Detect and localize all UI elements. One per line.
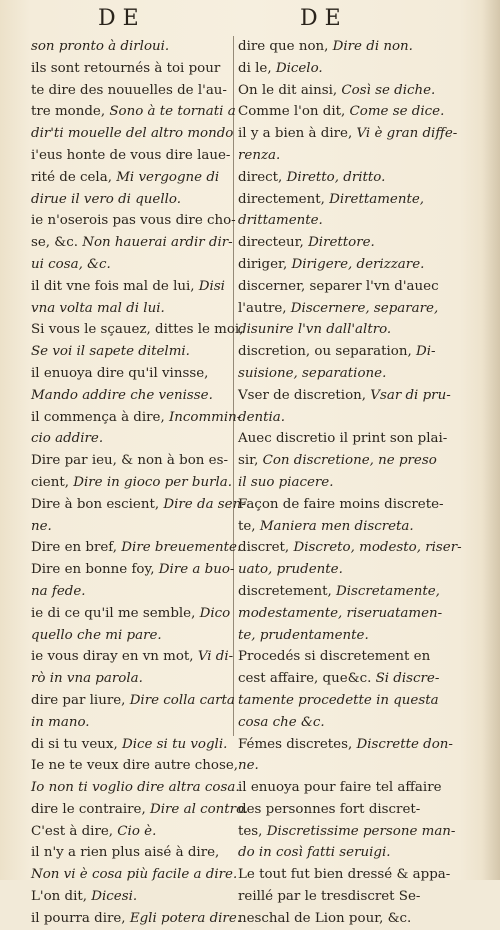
french-text: rité de cela,	[31, 169, 117, 185]
french-text: Procedés si discretement en	[238, 649, 431, 665]
french-text: Vser de discretion,	[238, 387, 371, 403]
text-line	[31, 363, 231, 385]
french-text: il dit vne fois mal de lui,	[31, 278, 199, 294]
italian-gloss: suisione, separatione.	[238, 365, 387, 381]
text-line	[31, 646, 234, 668]
text-line	[238, 341, 438, 363]
text-line	[31, 777, 240, 799]
french-text: di si tu veux,	[31, 736, 122, 752]
italian-gloss: cosa che &c.	[238, 714, 325, 730]
french-text: ie n'oserois pas vous dire cho-	[31, 213, 236, 229]
running-head-right: DE	[300, 6, 348, 31]
text-line	[238, 450, 438, 472]
french-text: On le dit ainsi,	[238, 82, 342, 98]
text-line	[238, 559, 438, 581]
italian-gloss: Dirigere, derizzare.	[291, 256, 425, 272]
text-line	[31, 799, 249, 821]
italian-gloss: Discrette don-	[356, 736, 453, 752]
french-text: il pourra dire,	[31, 910, 130, 926]
french-text: cest affaire, que&c.	[238, 671, 376, 687]
text-line	[238, 886, 438, 908]
italian-gloss: renza.	[238, 147, 281, 163]
text-line	[31, 319, 244, 341]
italian-gloss: Con discretione, ne preso	[262, 453, 437, 469]
text-line	[31, 80, 231, 102]
text-line	[238, 755, 438, 777]
text-line	[31, 821, 231, 843]
text-line	[31, 101, 236, 123]
italian-gloss: Dire colla carta	[129, 692, 235, 708]
french-text: te dire des nouuelles de l'au-	[31, 82, 227, 98]
text-line	[31, 625, 231, 647]
text-line	[31, 864, 238, 886]
text-line	[238, 690, 438, 712]
italian-gloss: Così se diche.	[341, 82, 436, 98]
italian-gloss: Discretissime persone man-	[266, 823, 456, 839]
text-line	[31, 58, 231, 80]
italian-gloss: Mi vergogne di	[116, 169, 220, 185]
french-text: il commença à dire,	[31, 409, 169, 425]
text-line	[31, 341, 231, 363]
italian-gloss: dir'ti mouelle del altro mondo	[31, 126, 234, 142]
text-line	[238, 210, 438, 232]
french-text: C'est à dire,	[31, 823, 118, 839]
french-text: dire le contraire,	[31, 801, 150, 817]
italian-gloss: te, prudentamente.	[238, 627, 369, 643]
italian-gloss: Discernere, separare,	[290, 300, 439, 316]
text-line	[31, 123, 234, 145]
right-column	[238, 36, 462, 930]
italian-gloss: Discretamente,	[336, 583, 440, 599]
french-text: cient,	[31, 474, 74, 490]
french-text: reillé par le tresdiscret Se-	[238, 889, 421, 905]
french-text: i'eus honte de vous dire laue-	[31, 147, 231, 163]
text-line	[31, 712, 231, 734]
text-line	[238, 58, 438, 80]
french-text: tes,	[238, 823, 267, 839]
italian-gloss: Cio è.	[117, 823, 157, 839]
french-text: discerner, separer l'vn d'auec	[238, 278, 439, 294]
page-edge-shadow	[482, 0, 500, 880]
french-text: discretement,	[238, 583, 336, 599]
italian-gloss: Discreto, modesto, riser-	[293, 540, 462, 556]
text-line	[31, 690, 235, 712]
italian-gloss: Di-	[415, 344, 436, 360]
italian-gloss: Vsar di pru-	[370, 387, 451, 403]
text-line	[238, 799, 438, 821]
italian-gloss: Non vi è cosa più facile a dire.	[31, 867, 238, 883]
text-line	[238, 603, 443, 625]
text-line	[31, 232, 231, 254]
text-line	[238, 625, 438, 647]
text-line	[31, 908, 242, 930]
text-line	[238, 472, 438, 494]
italian-gloss: Dico	[199, 605, 231, 621]
french-text: sir,	[238, 453, 263, 469]
text-line	[31, 734, 231, 756]
italian-gloss: dentia.	[238, 409, 286, 425]
french-text: Le tout fut bien dressé & appa-	[238, 867, 451, 883]
italian-gloss: Dire breuemente.	[121, 540, 242, 556]
italian-gloss: Dicelo.	[275, 60, 323, 76]
italian-gloss: Maniera men discreta.	[259, 518, 414, 534]
text-line	[31, 516, 231, 538]
text-line	[238, 363, 438, 385]
french-text: Si vous le sçauez, dittes le moi,	[31, 322, 244, 338]
french-text: Ie ne te veux dire autre chose,	[31, 758, 239, 774]
text-line	[31, 210, 236, 232]
text-line	[31, 581, 231, 603]
french-text: Façon de faire moins discrete-	[238, 496, 444, 512]
text-line	[31, 254, 231, 276]
text-line	[238, 189, 438, 211]
text-line	[238, 428, 448, 450]
french-text: il y a bien à dire,	[238, 126, 357, 142]
italian-gloss: dirue il vero di quello.	[31, 191, 181, 207]
italian-gloss: Direttore.	[308, 235, 375, 251]
french-text: te,	[238, 518, 260, 534]
italian-gloss: in mano.	[31, 714, 90, 730]
text-line	[31, 36, 231, 58]
text-line	[31, 537, 242, 559]
italian-gloss: Se voi il sapete ditelmi.	[31, 344, 190, 360]
french-text: neschal de Lion pour, &c.	[238, 910, 412, 926]
text-line	[31, 276, 231, 298]
italian-gloss: Dire in gioco per burla.	[73, 474, 233, 490]
text-line	[238, 494, 444, 516]
french-text: il n'y a rien plus aisé à dire,	[31, 845, 220, 861]
french-text: Fémes discretes,	[238, 736, 357, 752]
italian-gloss: Sono à te tornati a	[109, 104, 236, 120]
italian-gloss: Incommin-	[169, 409, 242, 425]
italian-gloss: do in così fatti seruigi.	[238, 845, 391, 861]
italian-gloss: quello che mi pare.	[31, 627, 162, 643]
text-line	[238, 123, 458, 145]
french-text: Auec discretio il print son plai-	[238, 431, 448, 447]
text-line	[31, 450, 231, 472]
italian-gloss: Io non ti voglio dire altra cosa.	[31, 780, 240, 796]
text-line	[31, 755, 239, 777]
text-line	[31, 385, 231, 407]
text-line	[238, 516, 438, 538]
italian-gloss: son pronto à dirloui.	[31, 39, 170, 54]
italian-gloss: Vi è gran diffe-	[356, 126, 458, 142]
running-head-left: DE	[98, 6, 146, 31]
text-line	[238, 319, 438, 341]
french-text: directeur,	[238, 235, 309, 251]
italian-gloss: Dicesi.	[91, 889, 138, 905]
italian-gloss: drittamente.	[238, 213, 323, 229]
text-line	[238, 864, 451, 886]
french-text: Dire en bref,	[31, 540, 122, 556]
text-line	[31, 668, 231, 690]
italian-gloss: rò in vna parola.	[31, 671, 143, 687]
italian-gloss: cio addire.	[31, 431, 104, 447]
text-line	[31, 886, 231, 908]
italian-gloss: Dire al contro.	[149, 801, 249, 817]
italian-gloss: ui cosa, &c.	[31, 256, 111, 272]
text-line	[238, 101, 445, 123]
french-text: L'on dit,	[31, 889, 92, 905]
text-line	[31, 603, 231, 625]
text-line	[238, 777, 442, 799]
italian-gloss: Mando addire che venisse.	[31, 387, 213, 403]
text-line	[238, 254, 438, 276]
left-column	[31, 36, 249, 930]
italian-gloss: modestamente, riseruatamen-	[238, 605, 443, 621]
italian-gloss: na fede.	[31, 583, 86, 599]
text-line	[31, 298, 231, 320]
italian-gloss: il suo piacere.	[238, 474, 334, 490]
french-text: di le,	[238, 60, 276, 76]
french-text: ie vous diray en vn mot,	[31, 649, 198, 665]
french-text: diriger,	[238, 256, 292, 272]
french-text: il enuoya dire qu'il vinsse,	[31, 365, 209, 381]
french-text: direct,	[238, 169, 287, 185]
french-text: il enuoya pour faire tel affaire	[238, 780, 442, 796]
french-text: discret,	[238, 540, 294, 556]
italian-gloss: Egli potera dire.	[129, 910, 242, 926]
italian-gloss: Dire a buo-	[158, 562, 235, 578]
italian-gloss: Disi	[198, 278, 225, 294]
italian-gloss: Non hauerai ardir dir-	[82, 235, 233, 251]
italian-gloss: disunire l'vn dall'altro.	[238, 322, 392, 338]
italian-gloss: vna volta mal di lui.	[31, 300, 165, 316]
text-line	[238, 298, 438, 320]
text-line	[31, 167, 231, 189]
italian-gloss: uato, prudente.	[238, 562, 343, 578]
text-line	[31, 842, 231, 864]
italian-gloss: Dire da sen-	[163, 496, 246, 512]
text-line	[31, 145, 231, 167]
french-text: des personnes fort discret-	[238, 801, 421, 817]
french-text: l'autre,	[238, 300, 291, 316]
text-line	[31, 559, 235, 581]
text-line	[238, 167, 438, 189]
french-text: dire par liure,	[31, 692, 130, 708]
french-text: directement,	[238, 191, 330, 207]
text-line	[238, 80, 438, 102]
italian-gloss: Diretto, dritto.	[286, 169, 386, 185]
french-text: Comme l'on dit,	[238, 104, 350, 120]
text-line	[238, 36, 438, 58]
italian-gloss: ne.	[238, 758, 259, 774]
text-line	[238, 145, 438, 167]
text-line	[238, 646, 438, 668]
french-text: se, &c.	[31, 235, 83, 251]
italian-gloss: tamente procedette in questa	[238, 692, 439, 708]
italian-gloss: Vi di-	[197, 649, 234, 665]
text-line	[238, 385, 451, 407]
french-text: Dire en bonne foy,	[31, 562, 159, 578]
french-text: Dire par ieu, & non à bon es-	[31, 453, 228, 469]
text-line	[238, 712, 438, 734]
italian-gloss: Come se dice.	[349, 104, 445, 120]
french-text: discretion, ou separation,	[238, 344, 416, 360]
text-line	[238, 821, 456, 843]
text-line	[31, 189, 231, 211]
text-line	[238, 276, 438, 298]
text-line	[238, 407, 438, 429]
text-line	[238, 668, 438, 690]
french-text: ils sont retournés à toi pour	[31, 60, 221, 76]
text-line	[31, 428, 231, 450]
italian-gloss: Si discre-	[375, 671, 440, 687]
text-line	[238, 581, 438, 603]
text-line	[31, 494, 246, 516]
french-text: dire que non,	[238, 39, 333, 54]
italian-gloss: Dice si tu vogli.	[121, 736, 228, 752]
text-line	[238, 734, 453, 756]
text-line	[238, 908, 438, 930]
text-line	[238, 842, 438, 864]
text-line	[238, 232, 438, 254]
french-text: Dire à bon escient,	[31, 496, 164, 512]
text-line	[31, 407, 242, 429]
running-head	[0, 6, 500, 34]
italian-gloss: Direttamente,	[329, 191, 425, 207]
text-line	[238, 537, 462, 559]
french-text: ie di ce qu'il me semble,	[31, 605, 200, 621]
french-text: tre monde,	[31, 104, 110, 120]
text-line	[31, 472, 231, 494]
italian-gloss: ne.	[31, 518, 52, 534]
italian-gloss: Dire di non.	[332, 39, 413, 54]
